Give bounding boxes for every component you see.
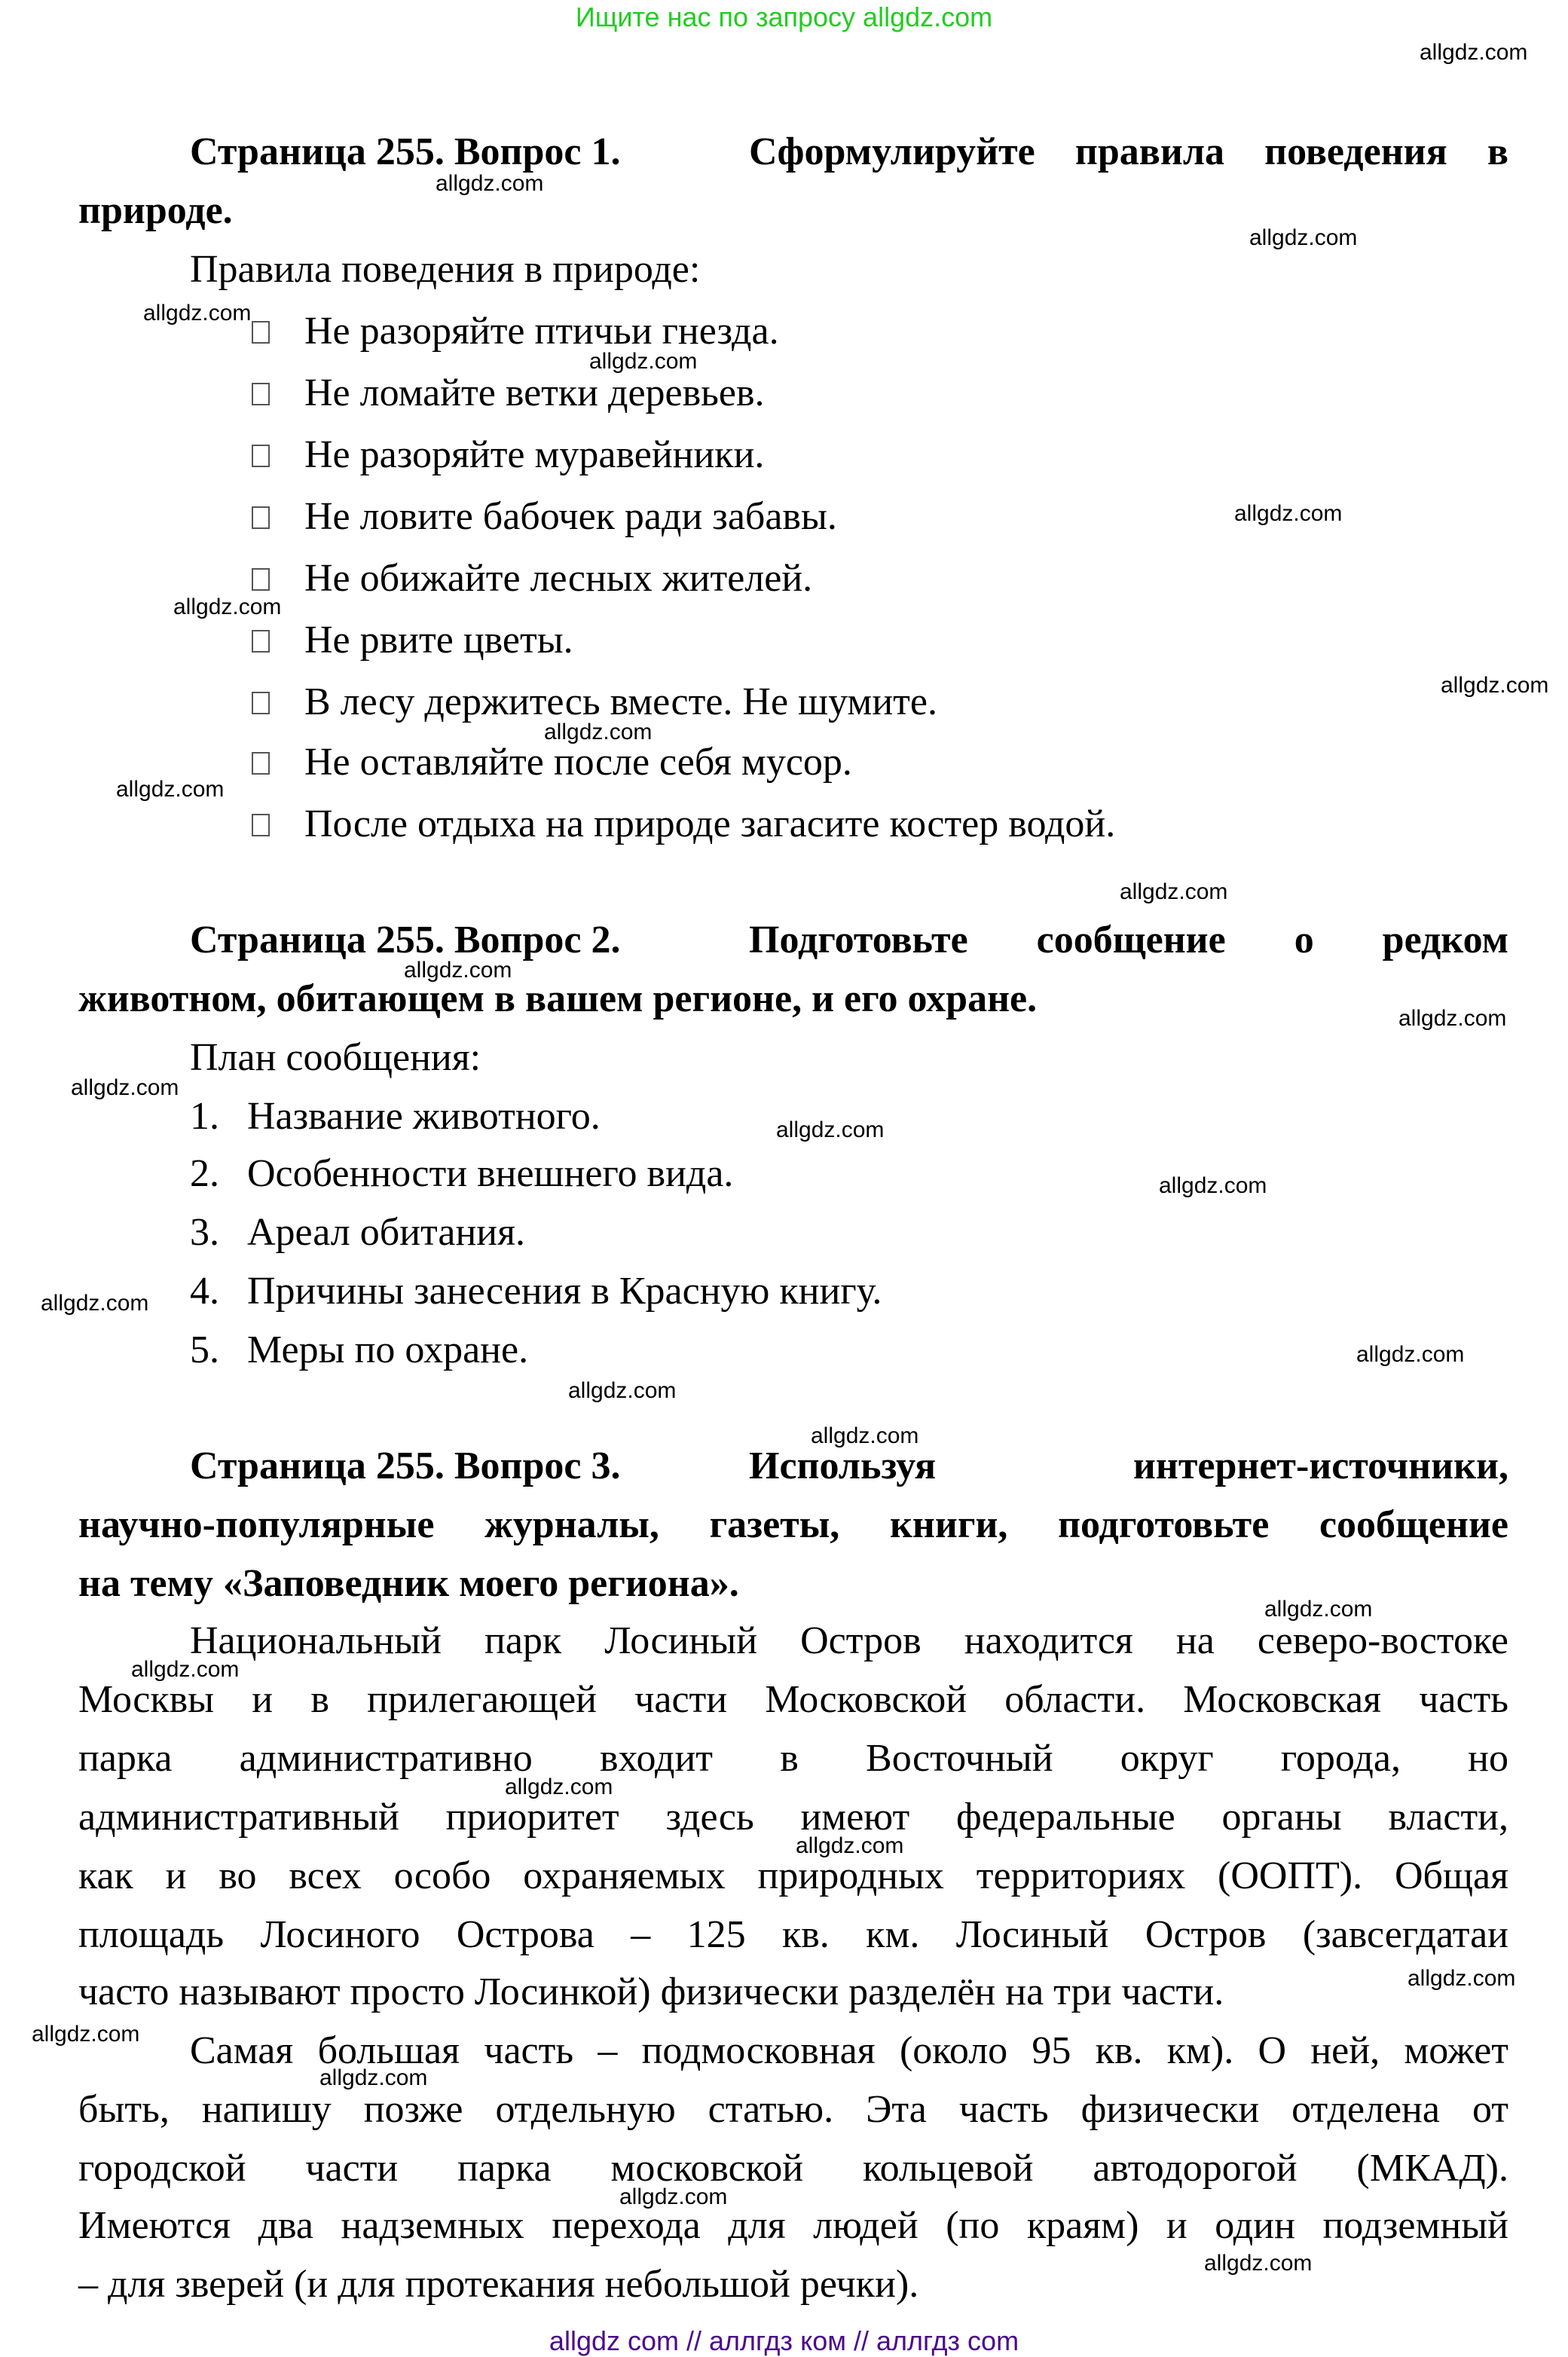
list-item: В лесу держитесь вместе. Не шумите. <box>304 680 937 723</box>
paragraph-line: часто называют просто Лосинкой) физически разделён на три части. <box>78 1970 1224 2013</box>
list-item: Не рвите цветы. <box>304 619 573 662</box>
list-item: Меры по охране. <box>247 1328 529 1371</box>
checkbox-bullet-icon <box>252 630 270 653</box>
watermark: allgdz.com <box>1234 501 1343 526</box>
watermark: allgdz.com <box>71 1075 179 1100</box>
checkbox-bullet-icon <box>252 692 270 714</box>
list-intro: Правила поведения в природе: <box>190 248 701 291</box>
watermark: allgdz.com <box>436 171 544 196</box>
checkbox-bullet-icon <box>252 383 270 405</box>
footer-watermark: allgdz com // аллгдз ком // аллгдз com <box>549 2325 1019 2356</box>
watermark: allgdz.com <box>619 2184 728 2209</box>
list-item: После отдыха на природе загасите костер водой. <box>304 802 1116 845</box>
list-number: 2. <box>190 1152 219 1195</box>
watermark: allgdz.com <box>1441 673 1549 698</box>
paragraph-line: парка административно входит в Восточный округ города, но <box>78 1737 1508 1780</box>
watermark: allgdz.com <box>1249 225 1358 250</box>
watermark: allgdz.com <box>1408 1966 1516 1991</box>
watermark: allgdz.com <box>41 1291 149 1316</box>
watermark: allgdz.com <box>1120 879 1228 904</box>
question-title: природе. <box>78 189 233 232</box>
watermark: allgdz.com <box>173 595 282 619</box>
question-label: Страница 255. Вопрос 3. <box>190 1444 621 1487</box>
list-number: 1. <box>190 1095 219 1138</box>
paragraph-line: Самая большая часть – подмосковная (около 95 кв. км). О ней, может <box>190 2029 1508 2072</box>
watermark: allgdz.com <box>319 2065 428 2090</box>
question-label: Страница 255. Вопрос 1. <box>190 130 621 173</box>
watermark: allgdz.com <box>505 1775 613 1799</box>
question-title: Используя интернет-источники, <box>749 1444 1508 1487</box>
watermark: allgdz.com <box>1398 1006 1507 1031</box>
question-title: на тему «Заповедник моего региона». <box>78 1562 739 1605</box>
watermark: allgdz.com <box>1356 1342 1465 1367</box>
watermark: allgdz.com <box>568 1378 677 1403</box>
list-item: Название животного. <box>247 1095 601 1138</box>
paragraph-line: Москвы и в прилегающей части Московской области. Московская часть <box>78 1678 1508 1721</box>
watermark: allgdz.com <box>32 2022 140 2047</box>
paragraph-line: площадь Лосиного Острова – 125 кв. км. Лосиный Остров (завсегдатаи <box>78 1913 1508 1956</box>
paragraph-line: городской части парка московской кольцевой автодорогой (МКАД). <box>78 2147 1508 2190</box>
watermark: allgdz.com <box>811 1423 919 1448</box>
watermark: allgdz.com <box>1159 1173 1267 1198</box>
question-label: Страница 255. Вопрос 2. <box>190 919 621 961</box>
checkbox-bullet-icon <box>252 445 270 467</box>
list-item: Причины занесения в Красную книгу. <box>247 1270 882 1313</box>
paragraph-line: как и во всех особо охраняемых природных территориях (ООПТ). Общая <box>78 1854 1508 1897</box>
paragraph-line: быть, напишу позже отдельную статью. Эта часть физически отделена от <box>78 2088 1508 2131</box>
watermark: allgdz.com <box>1204 2251 1313 2276</box>
checkbox-bullet-icon <box>252 752 270 775</box>
watermark: allgdz.com <box>1420 40 1528 65</box>
list-number: 5. <box>190 1328 219 1371</box>
watermark: allgdz.com <box>131 1657 240 1682</box>
watermark: allgdz.com <box>589 349 698 374</box>
question-title: Сформулируйте правила поведения в <box>749 130 1508 173</box>
list-number: 4. <box>190 1270 219 1313</box>
list-item: Не разоряйте птичьи гнезда. <box>304 310 779 353</box>
paragraph-line: Имеются два надземных перехода для людей (по краям) и один подземный <box>78 2204 1508 2247</box>
watermark: allgdz.com <box>776 1117 885 1142</box>
watermark: allgdz.com <box>544 720 653 744</box>
list-item: Особенности внешнего вида. <box>247 1152 734 1195</box>
watermark: allgdz.com <box>116 777 225 802</box>
watermark: allgdz.com <box>1264 1597 1373 1622</box>
list-item: Не ломайте ветки деревьев. <box>304 371 765 414</box>
paragraph-line: административный приоритет здесь имеют федеральные органы власти, <box>78 1796 1508 1839</box>
question-title: научно-популярные журналы, газеты, книги, подготовьте сообщение <box>78 1503 1508 1546</box>
list-item: Не обижайте лесных жителей. <box>304 557 813 600</box>
checkbox-bullet-icon <box>252 814 270 836</box>
search-banner[interactable]: Ищите нас по запросу allgdz.com <box>575 2 993 32</box>
checkbox-bullet-icon <box>252 506 270 529</box>
list-item: Не оставляйте после себя мусор. <box>304 741 852 784</box>
checkbox-bullet-icon <box>252 321 270 344</box>
paragraph-line: Национальный парк Лосиный Остров находится на северо-востоке <box>190 1619 1508 1662</box>
list-item: Не ловите бабочек ради забавы. <box>304 495 837 538</box>
list-item: Ареал обитания. <box>247 1211 526 1254</box>
watermark: allgdz.com <box>143 301 252 326</box>
list-number: 3. <box>190 1211 219 1254</box>
checkbox-bullet-icon <box>252 568 270 591</box>
question-title: животном, обитающем в вашем регионе, и его охране. <box>78 977 1038 1020</box>
paragraph-line: – для зверей (и для протекания небольшой речки). <box>78 2263 919 2306</box>
list-intro: План сообщения: <box>190 1036 481 1079</box>
list-item: Не разоряйте муравейники. <box>304 433 765 476</box>
watermark: allgdz.com <box>404 958 512 983</box>
question-title: Подготовьте сообщение о редком <box>749 919 1508 961</box>
watermark: allgdz.com <box>796 1833 904 1858</box>
